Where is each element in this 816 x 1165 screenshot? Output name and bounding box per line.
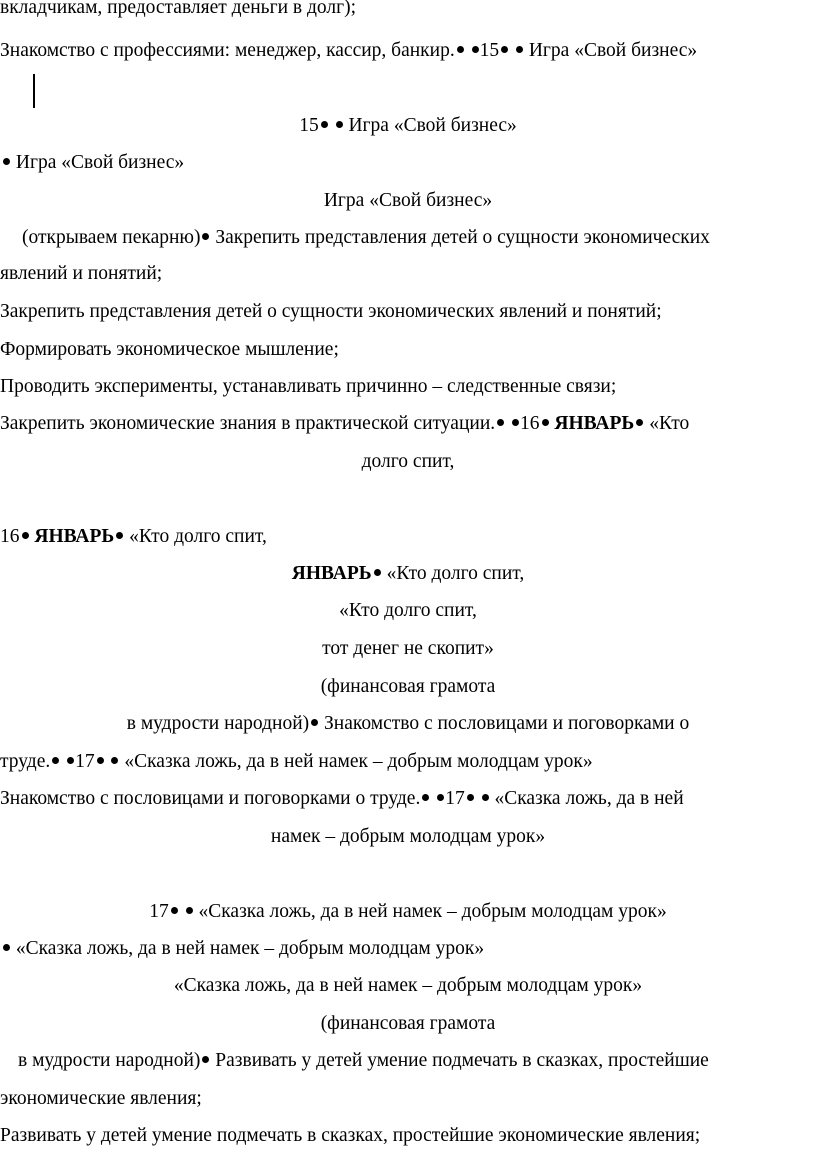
text: «Сказка ложь, да в ней намек – добрым молодцам урок» <box>198 901 667 922</box>
text: Развивать у детей умение подмечать в сказках, простейшие экономические явления; <box>0 1125 701 1146</box>
text: 16 <box>0 526 20 547</box>
text: «Сказка ложь, да в ней <box>494 788 684 809</box>
text: Знакомство с пословицами и поговорками о труде. <box>0 788 421 809</box>
bullet-icon <box>422 794 429 801</box>
text-line <box>0 338 816 362</box>
text-line <box>0 787 816 811</box>
bullet-icon <box>497 419 504 426</box>
text: Знакомство с пословицами и поговорками о <box>324 713 690 734</box>
month-heading: ЯНВАРЬ <box>554 413 635 434</box>
text: 17 <box>445 788 465 809</box>
text-line <box>0 937 816 961</box>
text-line <box>0 1124 816 1148</box>
text: 16 <box>520 413 540 434</box>
text: в мудрости народной) <box>126 713 310 734</box>
text: «Сказка ложь, да в ней намек – добрым молодцам урок» <box>173 975 643 996</box>
text: Игра «Свой бизнес» <box>528 40 698 61</box>
text-line <box>0 114 816 138</box>
text-line <box>0 375 816 399</box>
text: (финансовая грамота <box>320 1013 496 1034</box>
bullet-icon <box>437 794 444 801</box>
text-line <box>0 412 816 436</box>
bullet-icon <box>467 794 474 801</box>
text-cursor <box>33 74 35 108</box>
text: экономические явления; <box>0 1088 202 1109</box>
bullet-icon <box>22 532 29 539</box>
bullet-icon <box>542 419 549 426</box>
text: «Кто долго спит, <box>386 563 525 584</box>
text-line <box>0 300 816 324</box>
text-line <box>0 525 816 549</box>
bullet-icon <box>636 419 643 426</box>
text: долго спит, <box>361 451 455 472</box>
bullet-icon <box>111 757 118 764</box>
text: Формировать экономическое мышление; <box>0 339 339 360</box>
text-line <box>0 262 816 286</box>
text-line <box>0 637 816 661</box>
text-line <box>0 450 816 474</box>
text-line <box>0 825 816 849</box>
text: Игра «Свой бизнес» <box>15 152 185 173</box>
text: Закрепить представления детей о сущности экономических <box>215 227 710 248</box>
text-line <box>0 1049 816 1073</box>
text-line <box>0 900 816 924</box>
text: Развивать у детей умение подмечать в сказках, простейшие <box>215 1050 709 1071</box>
bullet-icon <box>516 46 523 53</box>
bullet-icon <box>67 757 74 764</box>
text: 17 <box>75 751 95 772</box>
bullet-icon <box>97 757 104 764</box>
text: Проводить эксперименты, устанавливать причинно – следственные связи; <box>0 376 617 397</box>
bullet-icon <box>482 794 489 801</box>
text: явлений и понятий; <box>0 263 163 284</box>
text-line <box>0 750 816 774</box>
text: (финансовая грамота <box>320 676 496 697</box>
bullet-icon <box>457 46 464 53</box>
bullet-icon <box>52 757 59 764</box>
bullet-icon <box>202 1056 209 1063</box>
text: «Кто <box>649 413 690 434</box>
text-line <box>0 562 816 586</box>
bullet-icon <box>3 944 10 951</box>
bullet-icon <box>171 907 178 914</box>
text-line <box>0 39 816 63</box>
text: труде. <box>0 751 51 772</box>
text: Закрепить экономические знания в практической ситуации. <box>0 413 496 434</box>
text-line <box>0 675 816 699</box>
bullet-icon <box>472 46 479 53</box>
bullet-icon <box>3 158 10 165</box>
text: (открываем пекарню) <box>22 227 201 248</box>
bullet-icon <box>501 46 508 53</box>
bullet-icon <box>374 569 381 576</box>
bullet-icon <box>321 121 328 128</box>
text-line <box>0 974 816 998</box>
month-heading: ЯНВАРЬ <box>291 563 372 584</box>
text-line <box>0 599 816 623</box>
text: «Сказка ложь, да в ней намек – добрым молодцам урок» <box>124 751 593 772</box>
text-line <box>0 189 816 213</box>
text: в мудрости народной) <box>18 1050 201 1071</box>
bullet-icon <box>116 532 123 539</box>
text: вкладчикам, предоставляет деньги в долг); <box>0 0 357 18</box>
text: 17 <box>149 901 169 922</box>
text: 15 <box>299 115 319 136</box>
text-line <box>0 1087 816 1111</box>
text-line <box>0 0 816 20</box>
bullet-icon <box>311 719 318 726</box>
text: Игра «Свой бизнес» <box>323 190 493 211</box>
text: намек – добрым молодцам урок» <box>270 826 546 847</box>
text: 15 <box>479 40 500 61</box>
month-heading: ЯНВАРЬ <box>34 526 115 547</box>
text: Закрепить представления детей о сущности экономических явлений и понятий; <box>0 301 662 322</box>
text: Игра «Свой бизнес» <box>348 115 517 136</box>
text: «Кто долго спит, <box>129 526 267 547</box>
text: «Сказка ложь, да в ней намек – добрым молодцам урок» <box>15 938 485 959</box>
bullet-icon <box>186 907 193 914</box>
text: тот денег не скопит» <box>322 638 494 659</box>
text-line <box>0 226 816 250</box>
bullet-icon <box>202 233 209 240</box>
text-line <box>0 151 816 175</box>
text-line <box>0 712 816 736</box>
text-line <box>0 1012 816 1036</box>
text: Знакомство с профессиями: менеджер, кассир, банкир. <box>0 40 455 61</box>
text: «Кто долго спит, <box>339 600 477 621</box>
bullet-icon <box>512 419 519 426</box>
bullet-icon <box>336 121 343 128</box>
